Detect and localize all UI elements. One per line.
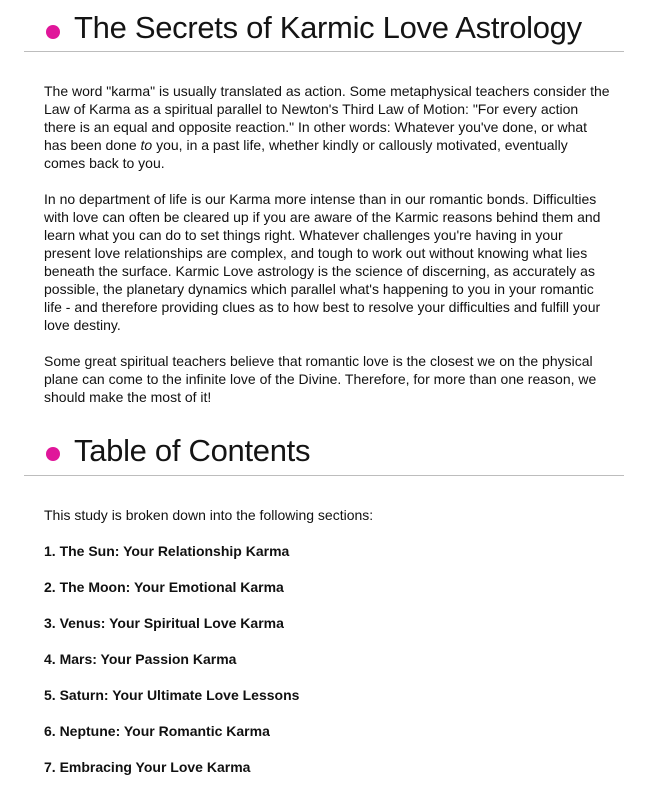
paragraph-romantic-karma: In no department of life is our Karma more intense than in our romantic bonds. Difficulties with love can often be cleared up if you are aware of the Karmic reasons behind them and learn what you can do to set things right. Whatever challenges you're having in your present love relationships are complex, and tough to work out without knowing what lies beneath the surface. Karmic Love astrology is the science of discerning, as accurately as possible, the planetary dynamics which parallel what's happening to you in your romantic life - and therefore providing clues as to how best to resolve your difficulties and fulfill your love destiny. xyxy=(44,191,601,333)
emphasis-to: to xyxy=(140,137,153,153)
toc-item-embracing[interactable]: 7. Embracing Your Love Karma xyxy=(44,759,251,775)
toc-item-moon[interactable]: 2. The Moon: Your Emotional Karma xyxy=(44,579,284,595)
page-title: The Secrets of Karmic Love Astrology xyxy=(74,10,582,45)
paragraph-karma-definition-part1: The word "karma" is usually translated as action. Some metaphysical teachers consider the Law of Karma as a spiritual parallel to Newton's Third Law of Motion: "For every action there is an equal and opposite reaction." In other words: Whatever you've done, or what has been done xyxy=(44,83,610,153)
toc-item-neptune[interactable]: 6. Neptune: Your Romantic Karma xyxy=(44,723,270,739)
toc-item-saturn[interactable]: 5. Saturn: Your Ultimate Love Lessons xyxy=(44,687,300,703)
paragraph-karma-definition-part2: you, in a past life, whether kindly or callously motivated, eventually comes back to you. xyxy=(44,137,568,171)
section-header-table-of-contents xyxy=(24,424,624,476)
paragraph-divine-love: Some great spiritual teachers believe that romantic love is the closest we on the physical plane can come to the infinite love of the Divine. Therefore, for more than one reason, we should make the most of it! xyxy=(44,353,597,405)
section-header-karmic-love xyxy=(24,0,624,52)
toc-item-mars[interactable]: 4. Mars: Your Passion Karma xyxy=(44,651,237,667)
toc-item-venus[interactable]: 3. Venus: Your Spiritual Love Karma xyxy=(44,615,284,631)
pink-bullet-icon xyxy=(46,25,60,39)
toc-list xyxy=(44,542,299,794)
toc-title: Table of Contents xyxy=(74,433,311,468)
toc-intro-text: This study is broken down into the following sections: xyxy=(44,507,374,523)
toc-item-sun[interactable]: 1. The Sun: Your Relationship Karma xyxy=(44,543,290,559)
pink-bullet-icon xyxy=(46,447,60,461)
intro-text xyxy=(44,82,610,424)
paragraph-karma-definition xyxy=(44,82,610,172)
